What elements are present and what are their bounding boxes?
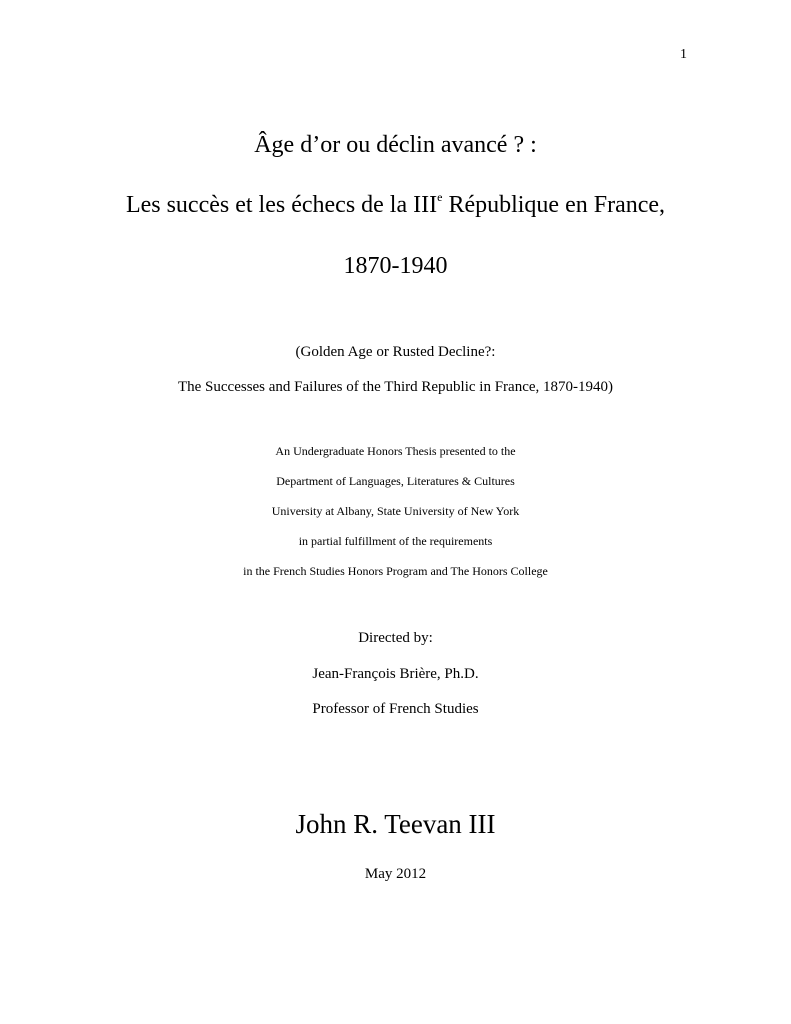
director-title: Professor of French Studies <box>312 701 479 717</box>
french-title-line-1: Âge d’or ou déclin avancé ? : <box>254 132 537 158</box>
director-name: Jean-François Brière, Ph.D. <box>312 666 479 682</box>
french-title-line-2 <box>0 190 791 218</box>
thesis-info-line: in the French Studies Honors Program and The Honors College <box>243 564 548 578</box>
ordinal-superscript: e <box>437 190 443 204</box>
author-name: John R. Teevan III <box>295 809 496 839</box>
thesis-info-line: Department of Languages, Literatures & Cultures <box>276 474 515 488</box>
french-title-years: 1870-1940 <box>343 253 448 279</box>
page-number: 1 <box>680 47 687 62</box>
thesis-info-line: University at Albany, State University of New York <box>271 504 520 518</box>
thesis-info-line: in partial fulfillment of the requirements <box>298 534 493 548</box>
directed-by-label: Directed by: <box>358 630 433 646</box>
thesis-info-line: An Undergraduate Honors Thesis presented to the <box>275 444 516 458</box>
submission-date: May 2012 <box>364 866 427 882</box>
french-title-line-2-end: République en France, <box>442 192 666 218</box>
english-title-line-1: (Golden Age or Rusted Decline?: <box>295 344 496 360</box>
french-title-line-2-start: Les succès et les échecs de la III <box>125 192 438 218</box>
english-title-line-2: The Successes and Failures of the Third Republic in France, 1870-1940) <box>177 379 614 395</box>
